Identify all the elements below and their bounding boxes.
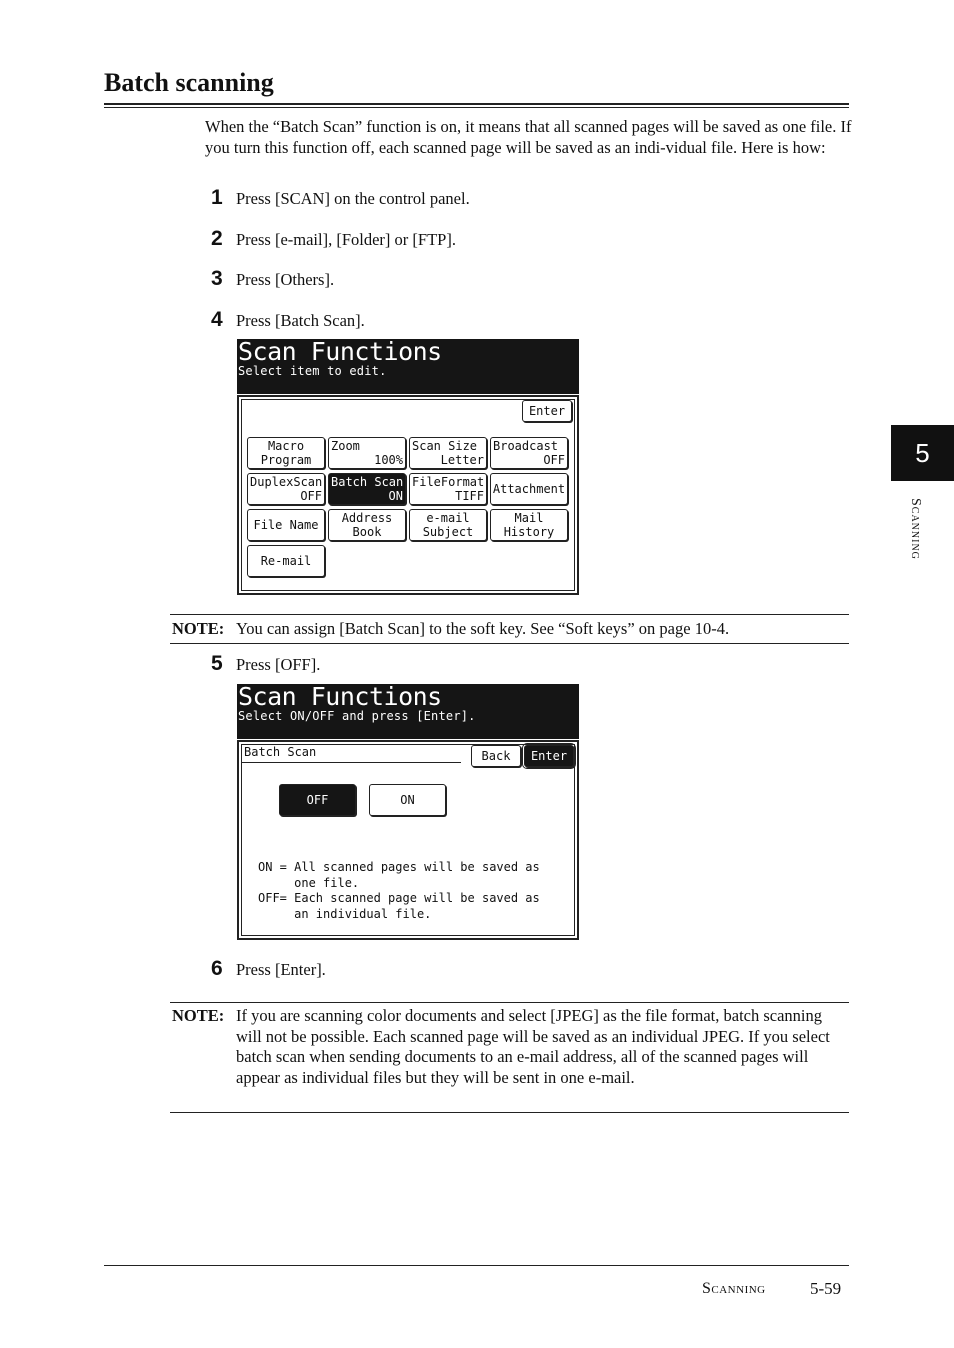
on-button[interactable]: ON (369, 784, 446, 816)
intro-paragraph: When the “Batch Scan” function is on, it means that all scanned pages will be saved as one file. If you turn this function off, each scanned page will be saved as an indi-vidual file. Here is how: (205, 117, 852, 157)
step-text: Press [SCAN] on the control panel. (236, 189, 470, 208)
file-format-button[interactable]: FileFormat TIFF (409, 473, 487, 505)
step-number: 4 (211, 308, 223, 331)
chapter-label: Scanning (908, 498, 923, 560)
field-underline (242, 762, 461, 763)
file-name-button[interactable]: File Name (247, 509, 325, 541)
section-heading: Batch scanning (104, 68, 274, 97)
re-mail-button[interactable]: Re-mail (247, 545, 325, 577)
note-rule (170, 1112, 849, 1113)
note-label: NOTE: (172, 1006, 225, 1025)
screen-subtitle: Select item to edit. (238, 364, 387, 378)
footer-rule (104, 1265, 849, 1266)
mail-history-button[interactable]: Mail History (490, 509, 568, 541)
attachment-button[interactable]: Attachment (490, 473, 568, 505)
email-subject-button[interactable]: e-mail Subject (409, 509, 487, 541)
macro-program-button[interactable]: Macro Program (247, 437, 325, 469)
screen-title: Scan Functions (238, 682, 442, 711)
note-text: You can assign [Batch Scan] to the soft key. See “Soft keys” on page 10-4. (236, 619, 730, 638)
screen-subtitle: Select ON/OFF and press [Enter]. (238, 709, 476, 723)
off-button[interactable]: OFF (279, 784, 356, 816)
page-number: 5-59 (810, 1279, 842, 1298)
heading-rule (104, 103, 849, 105)
step-number: 2 (211, 227, 223, 250)
step-number: 5 (211, 652, 223, 675)
screen-body (237, 740, 579, 940)
batch-scan-button[interactable]: Batch Scan ON (328, 473, 406, 505)
step-text: Press [Others]. (236, 270, 335, 289)
footer-section: Scanning (702, 1280, 766, 1297)
field-label: Batch Scan (244, 745, 317, 759)
chapter-tab: 5 (891, 425, 954, 481)
note-text: If you are scanning color documents and select [JPEG] as the file format, batch scanning will not be possible. Each scanned page will be saved as an individual JPEG. If you select batch scan when sending documents to an e-mail address, all of the scanned pages will appear as individual files but they will be sent in one e-mail. (236, 1006, 830, 1087)
note-rule (170, 1002, 849, 1003)
step-number: 3 (211, 267, 223, 290)
step-text: Press [e-mail], [Folder] or [FTP]. (236, 230, 456, 249)
broadcast-button[interactable]: Broadcast OFF (490, 437, 568, 469)
address-book-button[interactable]: Address Book (328, 509, 406, 541)
screen-body (237, 395, 579, 595)
batch-scan-screen (237, 684, 579, 940)
option-description: ON = All scanned pages will be saved as one file. OFF= Each scanned page will be saved as an individual file. (258, 860, 540, 921)
note-rule (170, 643, 849, 644)
step-text: Press [OFF]. (236, 655, 321, 674)
scan-size-button[interactable]: Scan Size Letter (409, 437, 487, 469)
duplex-scan-button[interactable]: DuplexScan OFF (247, 473, 325, 505)
screen-header (237, 339, 579, 394)
step-number: 1 (211, 186, 223, 209)
step-number: 6 (211, 957, 223, 980)
note-rule (170, 614, 849, 615)
enter-button[interactable]: Enter (524, 745, 574, 767)
heading-rule-thin (104, 107, 849, 108)
screen-title: Scan Functions (238, 337, 442, 366)
scan-functions-screen (237, 339, 579, 595)
back-button[interactable]: Back (471, 745, 521, 767)
note-label: NOTE: (172, 619, 225, 638)
screen-header (237, 684, 579, 739)
step-text: Press [Enter]. (236, 960, 326, 979)
zoom-button[interactable]: Zoom 100% (328, 437, 406, 469)
step-text: Press [Batch Scan]. (236, 311, 365, 330)
enter-button[interactable]: Enter (522, 400, 572, 422)
